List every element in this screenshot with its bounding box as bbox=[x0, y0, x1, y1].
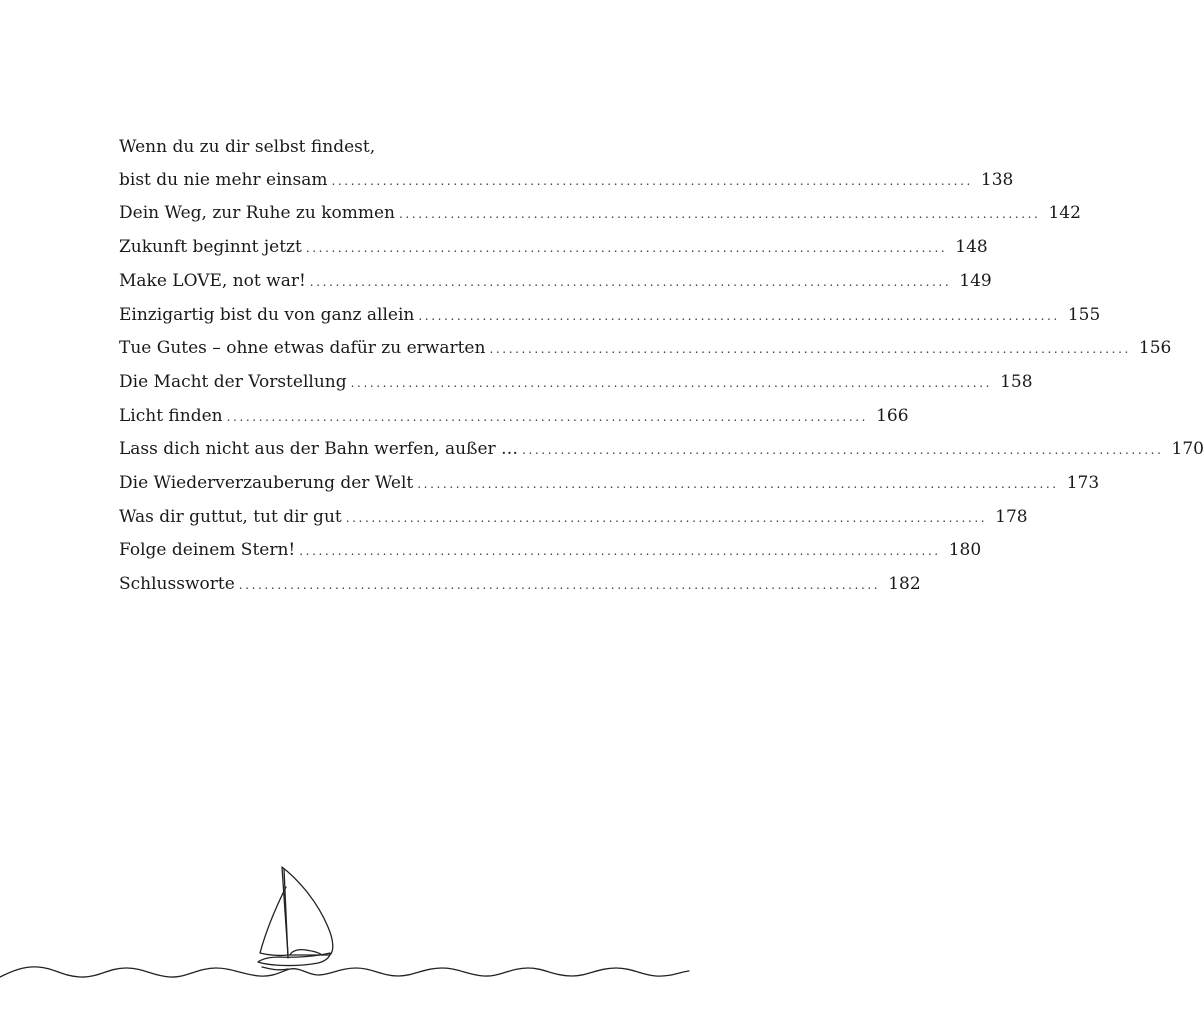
table-of-contents bbox=[119, 131, 1204, 602]
toc-entry[interactable] bbox=[119, 501, 1028, 535]
toc-entry[interactable] bbox=[119, 299, 1101, 333]
toc-entry-title: Die Wiederverzauberung der Welt bbox=[119, 473, 414, 494]
toc-entry-title: Folge deinem Stern! bbox=[119, 540, 296, 561]
toc-entry-page: 142 bbox=[1048, 203, 1081, 224]
dot-leader: .................................................................................................... bbox=[350, 375, 993, 390]
toc-entry-title: Lass dich nicht aus der Bahn werfen, außer … bbox=[119, 439, 519, 460]
dot-leader: .................................................................................................... bbox=[238, 578, 881, 593]
toc-entry-title: Was dir guttut, tut dir gut bbox=[119, 506, 342, 527]
toc-entry-title: Make LOVE, not war! bbox=[119, 270, 306, 291]
toc-entry[interactable] bbox=[119, 534, 982, 568]
toc-entry-title: Einzigartig bist du von ganz allein bbox=[119, 304, 415, 325]
dot-leader: .................................................................................................... bbox=[309, 274, 952, 289]
dot-leader: .................................................................................................... bbox=[345, 510, 988, 525]
wave-line bbox=[0, 967, 689, 977]
dot-leader: .................................................................................................... bbox=[399, 207, 1041, 222]
dot-leader: .................................................................................................... bbox=[226, 409, 869, 424]
toc-entry-title: Tue Gutes – ohne etwas dafür zu erwarten bbox=[119, 338, 486, 359]
toc-entry[interactable] bbox=[119, 467, 1100, 501]
toc-entry-title: bist du nie mehr einsam bbox=[119, 169, 328, 190]
toc-entry[interactable] bbox=[119, 332, 1172, 366]
toc-entry-title: Schlussworte bbox=[119, 574, 235, 595]
toc-entry-page: 156 bbox=[1138, 338, 1172, 359]
toc-entry-page: 178 bbox=[995, 506, 1028, 527]
dot-leader: .................................................................................................... bbox=[331, 173, 973, 188]
toc-entry-page: 155 bbox=[1067, 304, 1101, 325]
dot-leader: .................................................................................................... bbox=[305, 241, 948, 256]
dot-leader: .................................................................................................... bbox=[299, 544, 941, 559]
toc-entry[interactable] bbox=[119, 265, 992, 299]
toc-entry[interactable] bbox=[119, 131, 1014, 197]
toc-entry-title-line: Wenn du zu dir selbst findest, bbox=[119, 137, 376, 157]
dot-leader: .................................................................................................... bbox=[522, 443, 1164, 458]
toc-entry-page: 170 bbox=[1171, 439, 1204, 460]
toc-entry-page: 166 bbox=[876, 405, 909, 426]
toc-entry[interactable] bbox=[119, 231, 988, 265]
boat-wave bbox=[262, 967, 288, 970]
boat-sail bbox=[282, 867, 333, 955]
toc-entry[interactable] bbox=[119, 400, 909, 434]
toc-entry-page: 182 bbox=[888, 574, 921, 595]
toc-entry-page: 173 bbox=[1066, 473, 1100, 494]
toc-entry-page: 149 bbox=[959, 270, 992, 291]
toc-entry[interactable] bbox=[119, 433, 1204, 467]
toc-entry-title: Zukunft beginnt jetzt bbox=[119, 237, 302, 258]
toc-entry[interactable] bbox=[119, 568, 921, 602]
toc-entry-page: 158 bbox=[1000, 371, 1033, 392]
sailboat-on-waves-icon bbox=[0, 855, 689, 995]
dot-leader: .................................................................................................... bbox=[417, 477, 1059, 492]
dot-leader: .................................................................................................... bbox=[418, 308, 1060, 323]
boat-cabin bbox=[290, 950, 322, 955]
toc-entry-title: Licht finden bbox=[119, 405, 223, 426]
dot-leader: .................................................................................................... bbox=[489, 342, 1131, 357]
toc-entry-title: Dein Weg, zur Ruhe zu kommen bbox=[119, 203, 396, 224]
toc-entry[interactable] bbox=[119, 197, 1081, 231]
toc-entry-page: 148 bbox=[955, 237, 988, 258]
toc-entry-title: Die Macht der Vorstellung bbox=[119, 371, 347, 392]
toc-entry-page: 180 bbox=[948, 540, 982, 561]
toc-entry[interactable] bbox=[119, 366, 1033, 400]
toc-entry-page: 138 bbox=[980, 169, 1014, 190]
